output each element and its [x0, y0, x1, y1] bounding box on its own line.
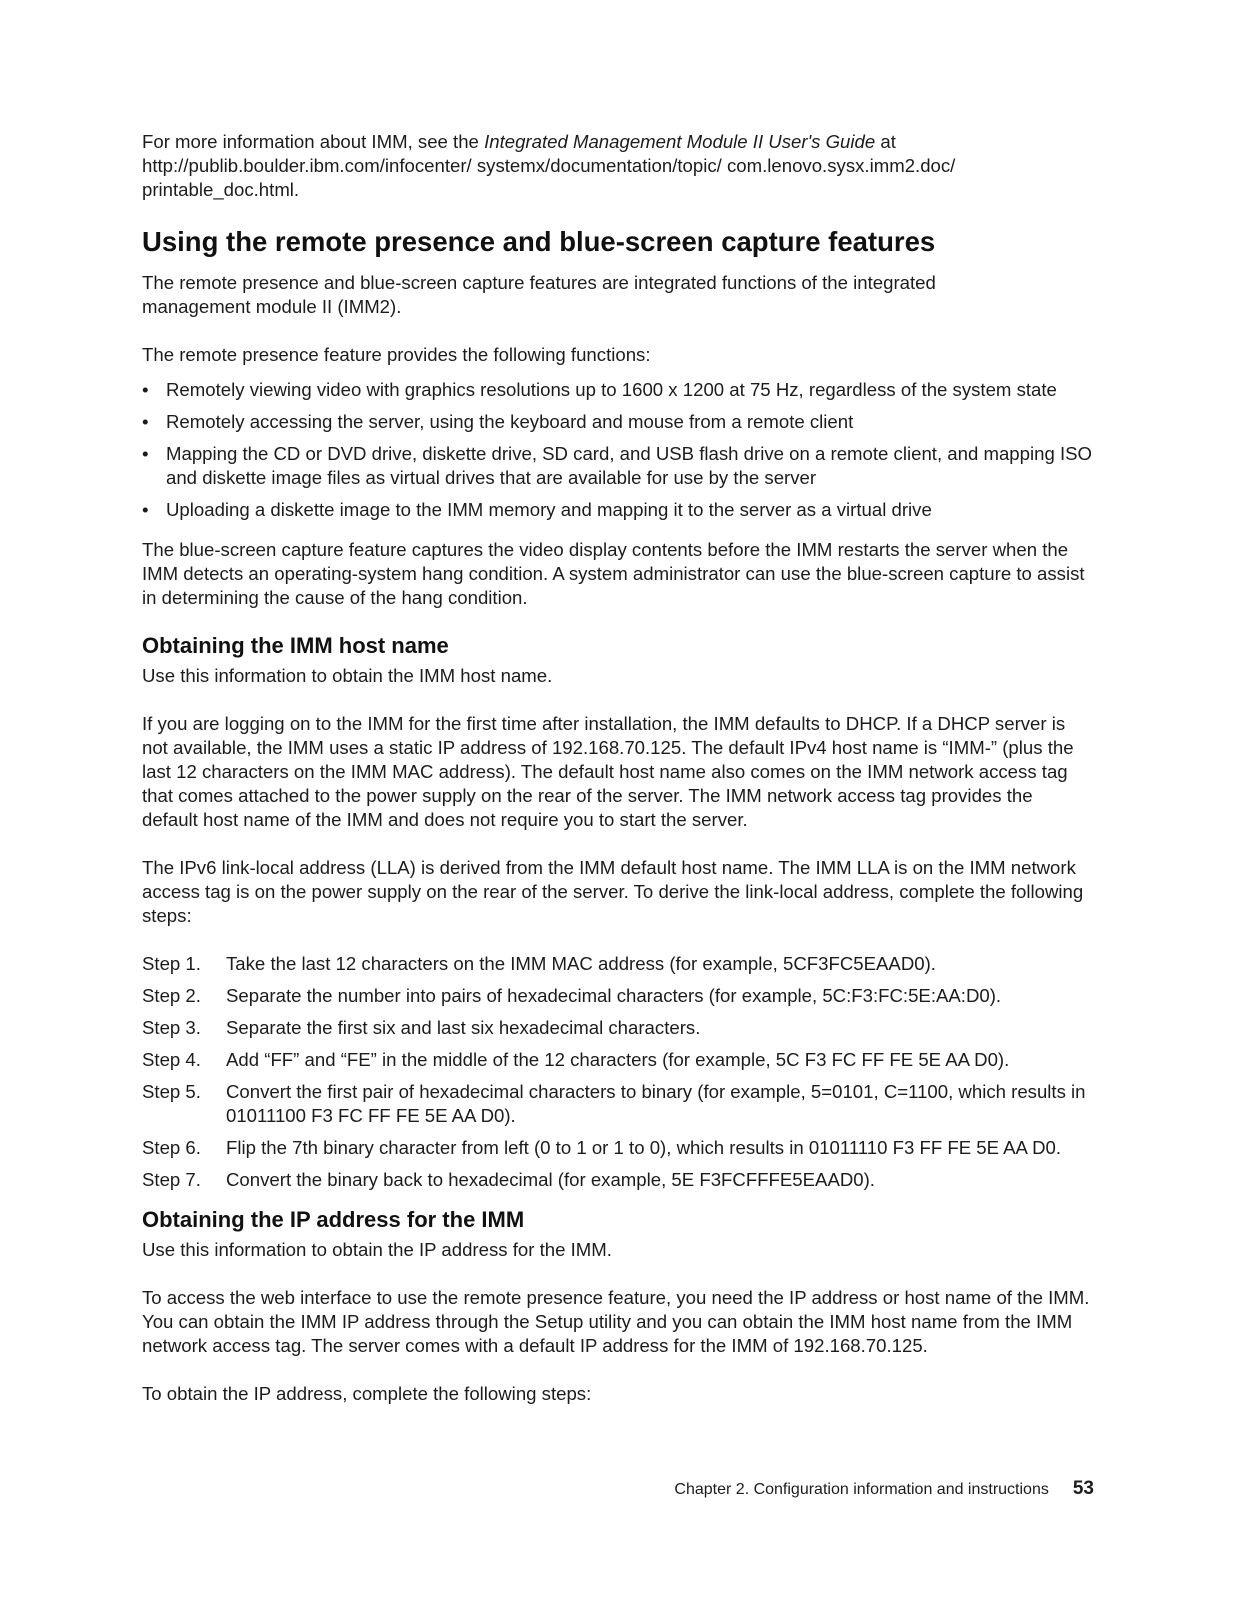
step-text: Flip the 7th binary character from left (0 to 1 or 1 to 0), which results in 01011110 F3 FF FE 5E AA D0.: [226, 1137, 1062, 1158]
step-number: Step 7.: [142, 1169, 201, 1190]
step-text: Separate the first six and last six hexadecimal characters.: [226, 1017, 701, 1038]
step-number: Step 5.: [142, 1081, 201, 1102]
list-item-text: Uploading a diskette image to the IMM memory and mapping it to the server as a virtual drive: [166, 499, 932, 520]
remote-presence-functions-lead: The remote presence feature provides the following functions:: [142, 344, 651, 365]
blue-screen-capture-paragraph: The blue-screen capture feature captures the video display contents before the IMM restarts the server when the IMM detects an operating-system hang condition. A system administrator can use the blue-screen capture to assist in determining the cause of the hang condition.: [142, 539, 1085, 608]
intro-paragraph: [142, 130, 1102, 202]
guide-url-line-1: http://publib.boulder.ibm.com/infocenter/ systemx/documentation/topic/ com.lenovo.sysx.imm2.doc/: [142, 155, 956, 176]
page-number: 53: [1072, 1478, 1094, 1499]
step-number: Step 4.: [142, 1049, 201, 1070]
bullet-icon: •: [142, 499, 149, 520]
list-item: [142, 498, 1102, 522]
list-item: [142, 984, 1102, 1008]
step-number: Step 6.: [142, 1137, 201, 1158]
step-text: Separate the number into pairs of hexadecimal characters (for example, 5C:F3:FC:5E:AA:D0).: [226, 985, 1002, 1006]
list-item: [142, 378, 1102, 402]
ipv6-lla-paragraph: The IPv6 link-local address (LLA) is derived from the IMM default host name. The IMM LLA is on the IMM network access tag is on the power supply on the rear of the server. To derive the link-local address, complete the following steps:: [142, 857, 1084, 926]
bullet-icon: •: [142, 443, 149, 464]
section-heading-ip-address: Obtaining the IP address for the IMM: [142, 1207, 525, 1232]
step-text: Take the last 12 characters on the IMM MAC address (for example, 5CF3FC5EAAD0).: [226, 953, 936, 974]
bullet-icon: •: [142, 379, 149, 400]
ip-address-intro: Use this information to obtain the IP address for the IMM.: [142, 1239, 612, 1260]
ip-address-access-paragraph: To access the web interface to use the remote presence feature, you need the IP address or host name of the IMM. You can obtain the IMM IP address through the Setup utility and you can obtain the IMM host name from the IMM network access tag. The server comes with a default IP address for the IMM of 192.168.70.125.: [142, 1287, 1090, 1356]
list-item: [142, 410, 1102, 434]
list-item: [142, 1136, 1102, 1160]
intro-text: For more information about IMM, see the: [142, 131, 485, 152]
list-item-text: Mapping the CD or DVD drive, diskette drive, SD card, and USB flash drive on a remote client, and mapping ISO and diskette image files as virtual drives that are available for use by the server: [166, 443, 1092, 488]
step-number: Step 1.: [142, 953, 201, 974]
list-item: [142, 1016, 1102, 1040]
guide-url-line-2: printable_doc.html.: [142, 179, 300, 200]
section-heading-remote-presence: Using the remote presence and blue-screen capture features: [142, 226, 936, 257]
guide-title: Integrated Management Module II User's Guide: [484, 131, 876, 152]
list-item: [142, 1080, 1102, 1128]
page-content: [142, 130, 1102, 1406]
list-item: [142, 1168, 1102, 1192]
step-text: Convert the binary back to hexadecimal (for example, 5E F3FCFFFE5EAAD0).: [226, 1169, 875, 1190]
step-text: Add “FF” and “FE” in the middle of the 12 characters (for example, 5C F3 FC FF FE 5E AA D0).: [226, 1049, 1010, 1070]
section-heading-host-name: Obtaining the IMM host name: [142, 633, 449, 658]
bullet-icon: •: [142, 411, 149, 432]
list-item-text: Remotely viewing video with graphics resolutions up to 1600 x 1200 at 75 Hz, regardless of the system state: [166, 379, 1057, 400]
list-item-text: Remotely accessing the server, using the keyboard and mouse from a remote client: [166, 411, 854, 432]
lla-steps-list: [142, 952, 1102, 1192]
remote-presence-function-list: [142, 378, 1102, 522]
list-item: [142, 1048, 1102, 1072]
intro-text-after: at: [875, 131, 896, 152]
list-item: [142, 952, 1102, 976]
host-name-dhcp-paragraph: If you are logging on to the IMM for the first time after installation, the IMM defaults to DHCP. If a DHCP server is not available, the IMM uses a static IP address of 192.168.70.125. The default IPv4 host name is “IMM-” (plus the last 12 characters on the IMM MAC address). The default host name also comes on the IMM network access tag that comes attached to the power supply on the rear of the server. The IMM network access tag provides the default host name of the IMM and does not require you to start the server.: [142, 713, 1074, 830]
list-item: [142, 442, 1102, 490]
host-name-intro: Use this information to obtain the IMM host name.: [142, 665, 553, 686]
step-number: Step 3.: [142, 1017, 201, 1038]
step-number: Step 2.: [142, 985, 201, 1006]
chapter-title: Chapter 2. Configuration information and instructions: [674, 1481, 1049, 1498]
page-footer: [674, 1478, 1094, 1500]
ip-address-steps-lead: To obtain the IP address, complete the following steps:: [142, 1383, 592, 1404]
remote-presence-intro: The remote presence and blue-screen capture features are integrated functions of the integrated management module II (IMM2).: [142, 272, 936, 317]
step-text: Convert the first pair of hexadecimal characters to binary (for example, 5=0101, C=1100, which results in 01011100 F3 FC FF FE 5E AA D0).: [226, 1081, 1086, 1126]
